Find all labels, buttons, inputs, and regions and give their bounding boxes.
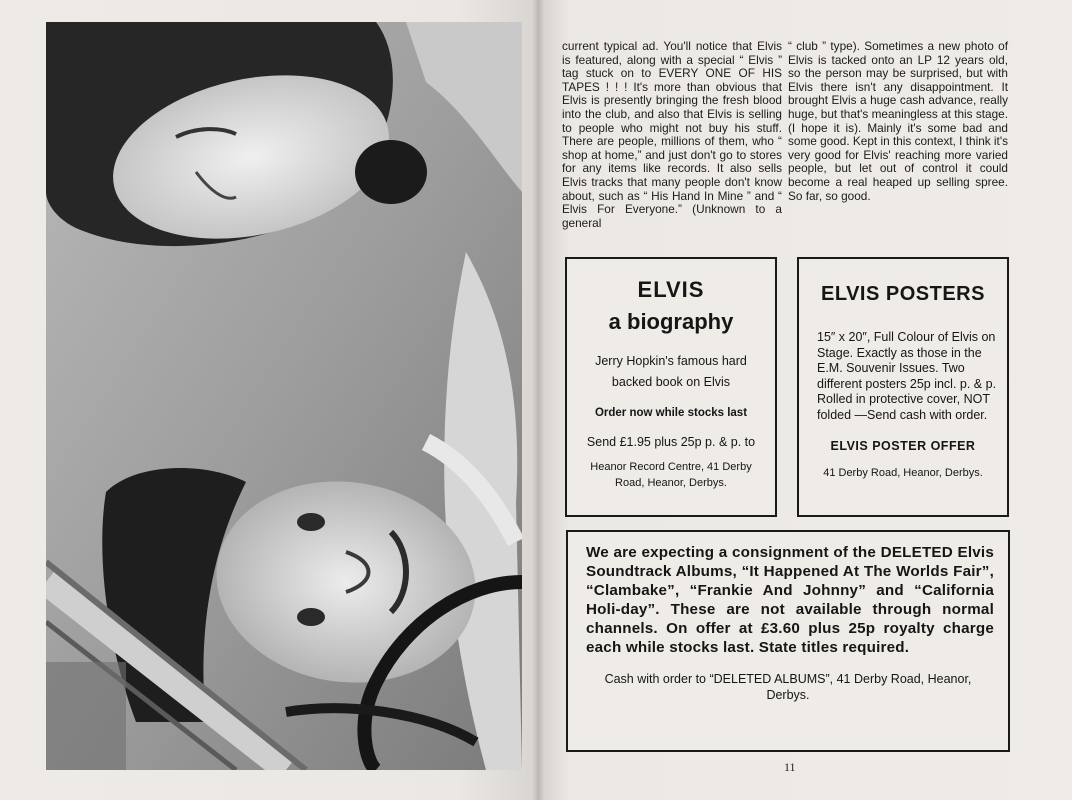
posters-ad (797, 257, 1009, 517)
deleted-albums-ad-text: We are expecting a consignment of the DELETED Elvis Soundtrack Albums, “It Happened At The Worlds Fair”, “Clambake”, “Frankie And Johnny” and “California Holi-day”. These are not available through normal channels. On offer at £3.60 plus 25p royalty charge each while stocks last. State titles required. (586, 544, 994, 656)
posters-ad-offer: ELVIS POSTER OFFER (830, 439, 976, 453)
biography-ad-subtitle: a biography (608, 309, 734, 334)
deleted-albums-ad (566, 530, 1010, 752)
posters-ad-address: 41 Derby Road, Heanor, Derbys. (823, 467, 983, 479)
deleted-albums-ad-address: Cash with order to “DELETED ALBUMS”, 41 Derby Road, Heanor, Derbys. (604, 672, 972, 702)
biography-ad-price: Send £1.95 plus 25p p. & p. to (586, 435, 756, 449)
biography-ad-title: ELVIS (637, 277, 705, 302)
article-column-2: “ club ” type). Sometimes a new photo of Elvis is tacked onto an LP 12 years old, so the person may be surprised, but with Elvis there isn't any disappointment. It brought Elvis a huge cash advance, really huge, but that's meaningless at this stage. (I hope it is). Mainly it's some bad and some good. Kept in this context, I think it's very good for Elvis' reaching more varied people, but let out of control it could become a real heaped up selling spree. So far, so good. (788, 39, 1008, 203)
biography-ad-description: Jerry Hopkin's famous hard backed book on Elvis (595, 354, 747, 389)
posters-ad-description: 15″ x 20″, Full Colour of Elvis on Stage. Exactly as those in the E.M. Souvenir Issues. Two different posters 25p incl. p. & p. Rolled in protective cover, NOT folded —Send cash with order. (817, 330, 997, 422)
elvis-photo (46, 22, 522, 770)
biography-ad-address: Heanor Record Centre, 41 Derby Road, Heanor, Derbys. (590, 461, 752, 489)
biography-ad-order: Order now while stocks last (594, 407, 748, 419)
posters-ad-title: ELVIS POSTERS (821, 283, 985, 305)
biography-ad (565, 257, 777, 517)
page-number: 11 (784, 760, 796, 774)
page-gutter (532, 0, 544, 800)
article-column-1: current typical ad. You'll notice that Elvis is featured, along with a special “ Elvis ” tag stuck on to EVERY ONE OF HIS TAPES ! ! ! It's more than obvious that Elvis is presently bringing the fresh blood into the club, and also that Elvis is selling to people who might not buy his stuff. There are people, millions of them, who “ shop at home,” and just don't go to stores for any items like records. It also sells Elvis tracks that many people don't know about, such as “ His Hand In Mine ” and “ Elvis For Everyone.” (Unknown to a general (562, 39, 782, 230)
